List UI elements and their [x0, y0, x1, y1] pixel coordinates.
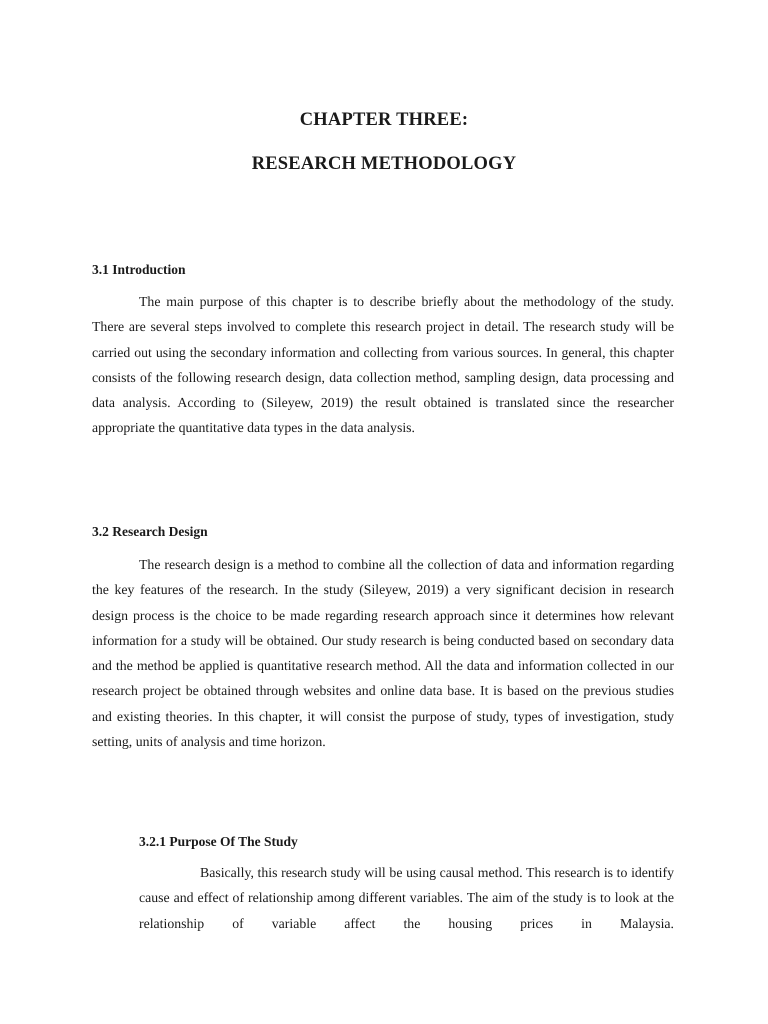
subsection-heading-purpose-of-study: 3.2.1 Purpose Of The Study: [139, 834, 298, 849]
section-heading-introduction: 3.1 Introduction: [92, 262, 186, 277]
paragraph-introduction: The main purpose of this chapter is to describe briefly about the methodology of the study. There are several steps involved to complete this research project in detail. The research study will be carried out using the secondary information and collecting from various sources. In general, this chapter consists of the following research design, data collection method, sampling design, data processing and data analysis. According to (Sileyew, 2019) the result obtained is translated since the researcher appropriate the quantitative data types in the data analysis.: [92, 294, 674, 436]
chapter-number-heading: CHAPTER THREE:: [299, 110, 469, 130]
paragraph-research-design: The research design is a method to combine all the collection of data and information regarding the key features of the research. In the study (Sileyew, 2019) a very significant decision in research design process is the choice to be made regarding research approach since it determines how relevant information for a study will be obtained. Our study research is being conducted based on secondary data and the method be applied is quantitative research method. All the data and information collected in our research project be obtained through websites and online data base. It is based on the previous studies and existing theories. In this chapter, it will consist the purpose of study, types of investigation, study setting, units of analysis and time horizon.: [92, 557, 674, 750]
section-heading-research-design: 3.2 Research Design: [92, 524, 208, 539]
chapter-title: RESEARCH METHODOLOGY: [251, 154, 517, 174]
paragraph-purpose-of-study: Basically, this research study will be using causal method. This research is to identify cause and effect of relationship among different variables. The aim of the study is to look at the relationship of variable affect the housing prices in Malaysia.: [139, 865, 674, 931]
